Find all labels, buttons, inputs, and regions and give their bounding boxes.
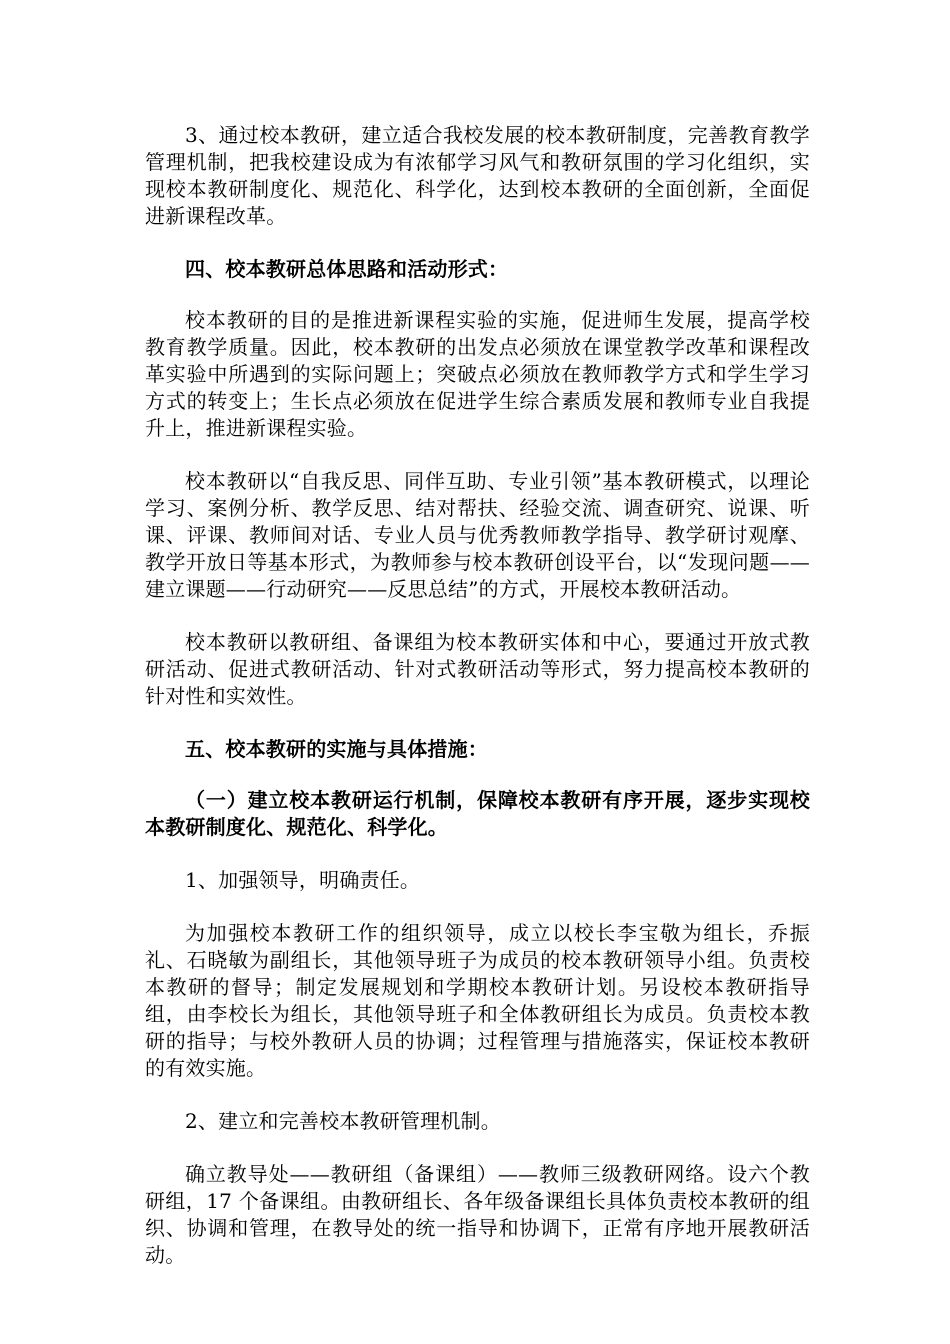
paragraph-network: 确立教导处——教研组（备课组）——教师三级教研网络。设六个教研组，17 个备课组。由教研组长、各年级备课组长具体负责校本教研的组织、协调和管理，在教导处的统一指导和协调下，正常有序地开展教研活动。 [145, 1162, 810, 1267]
section-heading-5: 五、校本教研的实施与具体措施： [185, 737, 488, 761]
item-heading-2: 2、建立和完善校本教研管理机制。 [185, 1109, 501, 1133]
document-body [145, 122, 810, 1295]
paragraph-model-forms: 校本教研以“自我反思、同伴互助、专业引领”基本教研模式，以理论学习、案例分析、教学反思、结对帮扶、经验交流、调查研究、说课、听课、评课、教师间对话、专业人员与优秀教师教学指导、教学研讨观摩、教学开放日等基本形式，为教师参与校本教研创设平台，以“发现问题——建立课题——行动研究——反思总结”的方式，开展校本教研活动。 [145, 469, 810, 601]
section-heading-4: 四、校本教研总体思路和活动形式： [185, 257, 509, 281]
subsection-heading-1: （一）建立校本教研运行机制，保障校本教研有序开展，逐步实现校本教研制度化、规范化、科学化。 [145, 788, 810, 839]
paragraph-groups: 校本教研以教研组、备课组为校本教研实体和中心，要通过开放式教研活动、促进式教研活动、针对式教研活动等形式，努力提高校本教研的针对性和实效性。 [145, 630, 810, 708]
paragraph-goal-3: 3、通过校本教研，建立适合我校发展的校本教研制度，完善教育教学管理机制，把我校建设成为有浓郁学习风气和教研氛围的学习化组织，实现校本教研制度化、规范化、科学化，达到校本教研的全面创新，全面促进新课程改革。 [145, 123, 810, 228]
item-heading-1: 1、加强领导，明确责任。 [185, 868, 421, 892]
paragraph-purpose: 校本教研的目的是推进新课程实验的实施，促进师生发展，提高学校教育教学质量。因此，校本教研的出发点必须放在课堂教学改革和课程改革实验中所遇到的实际问题上；突破点必须放在教师教学方式和学生学习方式的转变上；生长点必须放在促进学生综合素质发展和教师专业自我提升上，推进新课程实验。 [145, 308, 810, 440]
paragraph-leadership: 为加强校本教研工作的组织领导，成立以校长李宝敬为组长，乔振礼、石晓敏为副组长，其他领导班子为成员的校本教研领导小组。负责校本教研的督导；制定发展规划和学期校本教研计划。另设校本教研指导组，由李校长为组长，其他领导班子和全体教研组长为成员。负责校本教研的指导；与校外教研人员的协调；过程管理与措施落实，保证校本教研的有效实施。 [145, 921, 810, 1080]
